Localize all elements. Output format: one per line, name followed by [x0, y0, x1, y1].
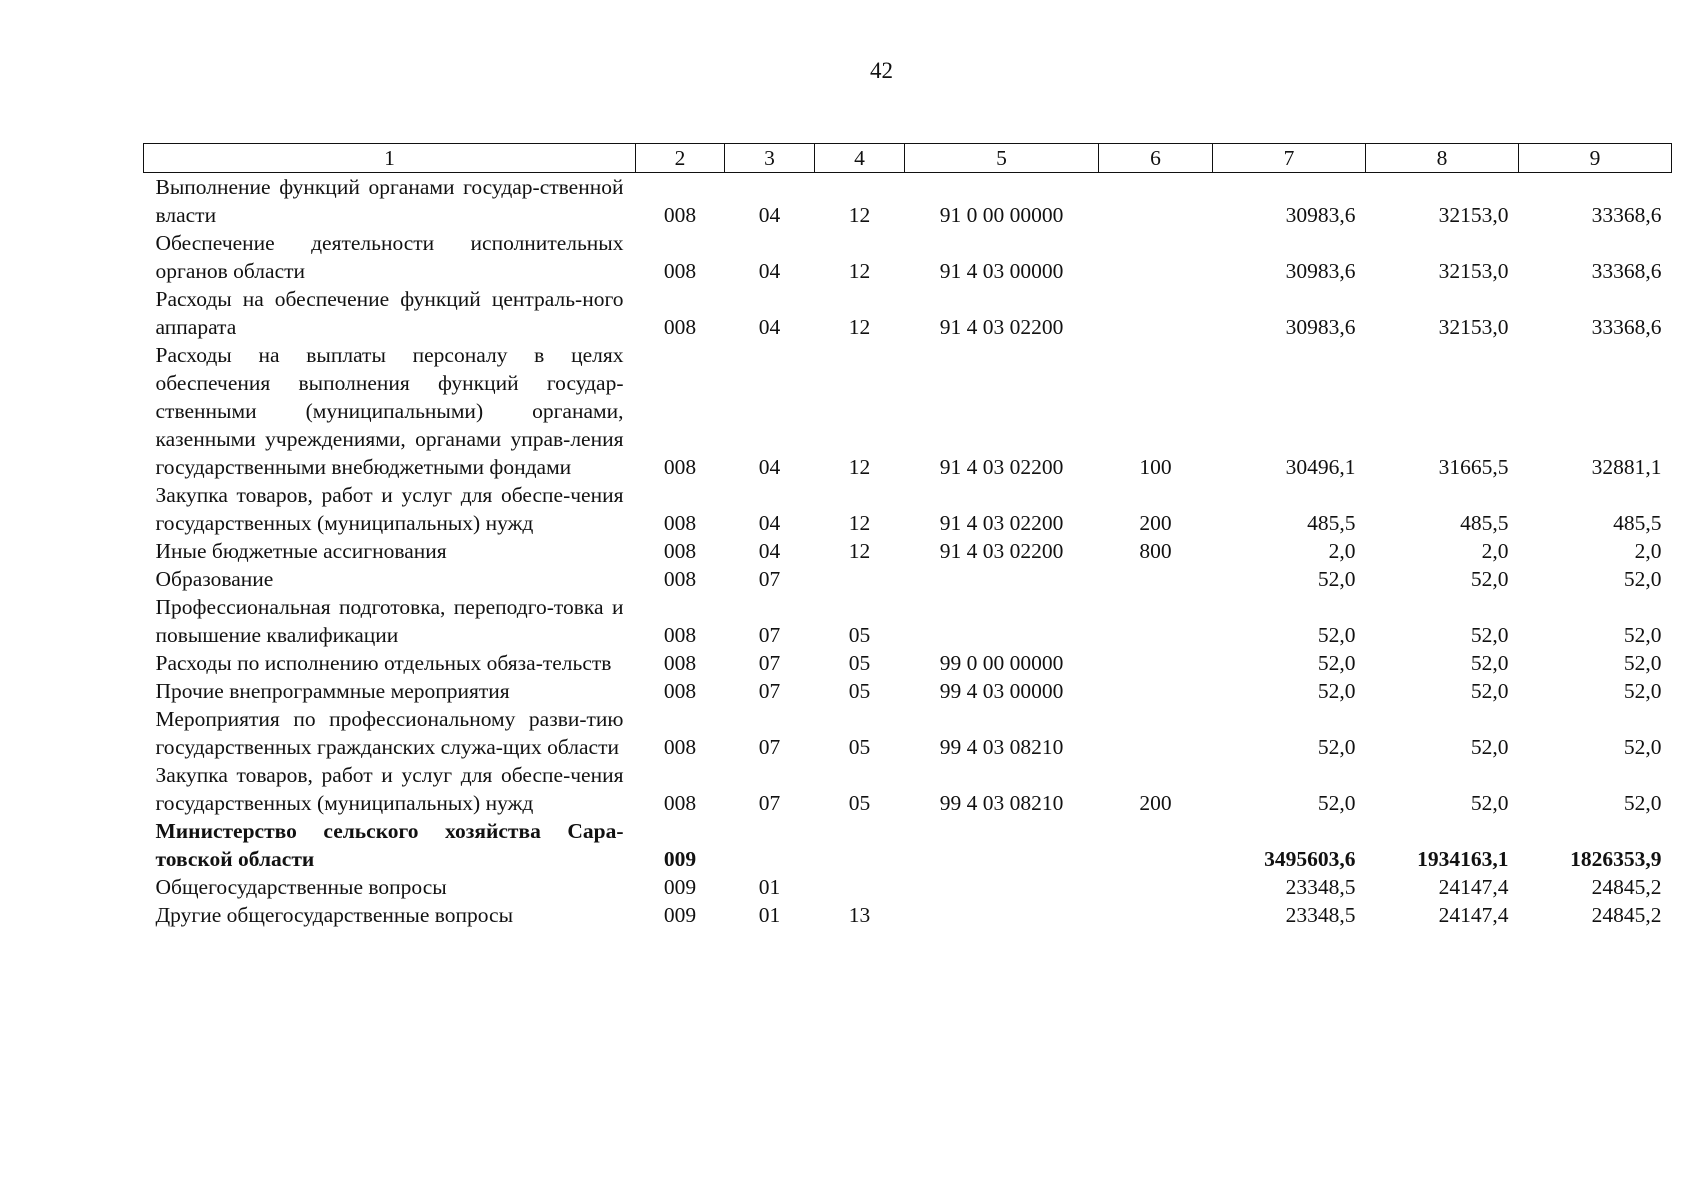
- section-code: [725, 817, 815, 873]
- column-header: 3: [725, 144, 815, 173]
- column-header: 2: [636, 144, 725, 173]
- column-header: 9: [1519, 144, 1672, 173]
- ministry-code: 008: [663, 539, 697, 563]
- section-code: 04: [758, 511, 781, 535]
- value-2021: 23348,5: [1285, 903, 1356, 927]
- value-2023: 52,0: [1623, 623, 1662, 647]
- ministry-code: 008: [663, 455, 697, 479]
- section-code: 07: [758, 567, 781, 591]
- target-code: 91 4 03 02200: [939, 539, 1064, 563]
- value-2022: 24147,4: [1438, 875, 1509, 899]
- ministry-code: 008: [663, 791, 697, 815]
- section-code: 07: [758, 623, 781, 647]
- target-code: 91 4 03 02200: [939, 315, 1064, 339]
- subsection-code: 05: [848, 735, 871, 759]
- row-name: Обеспечение деятельности исполнительных органов области: [155, 231, 624, 283]
- expense-type-code: [1099, 817, 1213, 873]
- expense-type-code: [1099, 565, 1213, 593]
- section-code: 07: [758, 735, 781, 759]
- expense-type-code: 100: [1139, 455, 1172, 479]
- value-2021: 52,0: [1317, 651, 1356, 675]
- ministry-code: 008: [663, 203, 697, 227]
- expense-type-code: [1099, 705, 1213, 761]
- value-2023: 52,0: [1623, 679, 1662, 703]
- subsection-code: 05: [848, 651, 871, 675]
- ministry-code: 008: [663, 511, 697, 535]
- row-name: Иные бюджетные ассигнования: [155, 539, 447, 563]
- expense-type-code: 800: [1139, 539, 1172, 563]
- subsection-code: 12: [848, 315, 871, 339]
- value-2023: 24845,2: [1591, 875, 1662, 899]
- value-2022: 52,0: [1470, 623, 1509, 647]
- ministry-code: 009: [663, 875, 697, 899]
- subsection-code: 12: [848, 455, 871, 479]
- section-code: 07: [758, 651, 781, 675]
- target-code: [905, 901, 1099, 929]
- table-row: [144, 229, 1672, 285]
- value-2023: 32881,1: [1591, 455, 1662, 479]
- row-name: Общегосударственные вопросы: [155, 875, 447, 899]
- value-2023: 33368,6: [1591, 259, 1662, 283]
- table-row: [144, 593, 1672, 649]
- ministry-code: 008: [663, 651, 697, 675]
- value-2021: 3495603,6: [1264, 847, 1356, 871]
- value-2022: 32153,0: [1438, 203, 1509, 227]
- value-2021: 23348,5: [1285, 875, 1356, 899]
- subsection-code: 12: [848, 259, 871, 283]
- value-2021: 30983,6: [1285, 203, 1356, 227]
- column-header: 4: [815, 144, 905, 173]
- expense-type-code: [1099, 677, 1213, 705]
- column-header: 6: [1099, 144, 1213, 173]
- table-row: [144, 705, 1672, 761]
- subsection-code: 12: [848, 203, 871, 227]
- ministry-code: 009: [663, 847, 697, 871]
- value-2021: 52,0: [1317, 791, 1356, 815]
- expense-type-code: [1099, 285, 1213, 341]
- row-name: Расходы на выплаты персоналу в целях обеспечения выполнения функций государ-ственными (муниципальными) органами, казенными учреждениями, органами управ-ления государственными внебюджетными фондами: [155, 343, 624, 479]
- row-name: Другие общегосударственные вопросы: [155, 903, 514, 927]
- row-name: Мероприятия по профессиональному разви-тию государственных гражданских служа-щих области: [155, 707, 624, 759]
- target-code: 99 0 00 00000: [939, 651, 1064, 675]
- column-header: 1: [144, 144, 636, 173]
- value-2021: 52,0: [1317, 567, 1356, 591]
- value-2023: 52,0: [1623, 791, 1662, 815]
- section-code: 07: [758, 679, 781, 703]
- value-2021: 30983,6: [1285, 315, 1356, 339]
- value-2021: 30983,6: [1285, 259, 1356, 283]
- table-row: [144, 481, 1672, 537]
- table-body: [144, 173, 1672, 930]
- ministry-code: 008: [663, 315, 697, 339]
- row-name: Образование: [155, 567, 274, 591]
- value-2023: 33368,6: [1591, 203, 1662, 227]
- expense-type-code: 200: [1139, 511, 1172, 535]
- subsection-code: 13: [848, 903, 871, 927]
- table-row: [144, 285, 1672, 341]
- value-2021: 30496,1: [1285, 455, 1356, 479]
- expense-type-code: [1099, 873, 1213, 901]
- header-row: [144, 144, 1672, 173]
- ministry-code: 008: [663, 623, 697, 647]
- table-row: [144, 761, 1672, 817]
- value-2022: 32153,0: [1438, 259, 1509, 283]
- ministry-code: 008: [663, 679, 697, 703]
- subsection-code: [815, 873, 905, 901]
- value-2021: 52,0: [1317, 679, 1356, 703]
- value-2021: 485,5: [1307, 511, 1356, 535]
- target-code: 99 4 03 08210: [939, 735, 1064, 759]
- table-row: [144, 817, 1672, 873]
- subsection-code: [815, 817, 905, 873]
- row-name: Выполнение функций органами государ-ственной власти: [155, 175, 624, 227]
- ministry-code: 008: [663, 567, 697, 591]
- target-code: [905, 873, 1099, 901]
- expense-type-code: [1099, 173, 1213, 230]
- value-2022: 52,0: [1470, 735, 1509, 759]
- page-number: 42: [870, 58, 893, 83]
- target-code: [905, 593, 1099, 649]
- value-2022: 1934163,1: [1417, 847, 1509, 871]
- section-code: 04: [758, 259, 781, 283]
- table-row: [144, 565, 1672, 593]
- section-code: 07: [758, 791, 781, 815]
- target-code: 99 4 03 08210: [939, 791, 1064, 815]
- value-2022: 31665,5: [1438, 455, 1509, 479]
- budget-table: [143, 143, 1672, 929]
- value-2023: 33368,6: [1591, 315, 1662, 339]
- expense-type-code: [1099, 229, 1213, 285]
- target-code: 91 4 03 00000: [939, 259, 1064, 283]
- value-2022: 2,0: [1481, 539, 1509, 563]
- value-2022: 52,0: [1470, 651, 1509, 675]
- value-2023: 52,0: [1623, 735, 1662, 759]
- value-2023: 52,0: [1623, 651, 1662, 675]
- expense-type-code: [1099, 649, 1213, 677]
- value-2021: 2,0: [1328, 539, 1356, 563]
- table-row: [144, 341, 1672, 481]
- row-name: Расходы по исполнению отдельных обяза-тельств: [155, 651, 612, 675]
- target-code: [905, 565, 1099, 593]
- table-row: [144, 173, 1672, 230]
- subsection-code: 12: [848, 511, 871, 535]
- value-2022: 52,0: [1470, 791, 1509, 815]
- subsection-code: [815, 565, 905, 593]
- section-code: 04: [758, 539, 781, 563]
- row-name: Расходы на обеспечение функций централь-ного аппарата: [155, 287, 624, 339]
- value-2022: 52,0: [1470, 679, 1509, 703]
- expense-type-code: 200: [1139, 791, 1172, 815]
- expense-type-code: [1099, 901, 1213, 929]
- ministry-code: 009: [663, 903, 697, 927]
- target-code: 91 0 00 00000: [939, 203, 1064, 227]
- expense-type-code: [1099, 593, 1213, 649]
- target-code: 99 4 03 00000: [939, 679, 1064, 703]
- row-name: Профессиональная подготовка, переподго-товка и повышение квалификации: [155, 595, 624, 647]
- subsection-code: 12: [848, 539, 871, 563]
- value-2021: 52,0: [1317, 735, 1356, 759]
- table-row: [144, 649, 1672, 677]
- value-2022: 32153,0: [1438, 315, 1509, 339]
- value-2022: 24147,4: [1438, 903, 1509, 927]
- value-2023: 52,0: [1623, 567, 1662, 591]
- subsection-code: 05: [848, 791, 871, 815]
- ministry-code: 008: [663, 259, 697, 283]
- target-code: 91 4 03 02200: [939, 511, 1064, 535]
- value-2023: 485,5: [1613, 511, 1662, 535]
- subsection-code: 05: [848, 679, 871, 703]
- value-2023: 2,0: [1634, 539, 1662, 563]
- table-row: [144, 873, 1672, 901]
- row-name: Прочие внепрограммные мероприятия: [155, 679, 510, 703]
- target-code: [905, 817, 1099, 873]
- section-code: 04: [758, 455, 781, 479]
- table-row: [144, 901, 1672, 929]
- section-code: 04: [758, 203, 781, 227]
- table-row: [144, 537, 1672, 565]
- value-2022: 52,0: [1470, 567, 1509, 591]
- value-2023: 24845,2: [1591, 903, 1662, 927]
- column-header: 7: [1213, 144, 1366, 173]
- row-name: Министерство сельского хозяйства Сара-товской области: [155, 819, 624, 871]
- section-code: 01: [758, 875, 781, 899]
- subsection-code: 05: [848, 623, 871, 647]
- section-code: 04: [758, 315, 781, 339]
- column-header: 5: [905, 144, 1099, 173]
- value-2023: 1826353,9: [1570, 847, 1662, 871]
- column-header: 8: [1366, 144, 1519, 173]
- target-code: 91 4 03 02200: [939, 455, 1064, 479]
- row-name: Закупка товаров, работ и услуг для обеспе-чения государственных (муниципальных) нужд: [155, 483, 624, 535]
- table-row: [144, 677, 1672, 705]
- ministry-code: 008: [663, 735, 697, 759]
- value-2021: 52,0: [1317, 623, 1356, 647]
- value-2022: 485,5: [1460, 511, 1509, 535]
- section-code: 01: [758, 903, 781, 927]
- row-name: Закупка товаров, работ и услуг для обеспе-чения государственных (муниципальных) нужд: [155, 763, 624, 815]
